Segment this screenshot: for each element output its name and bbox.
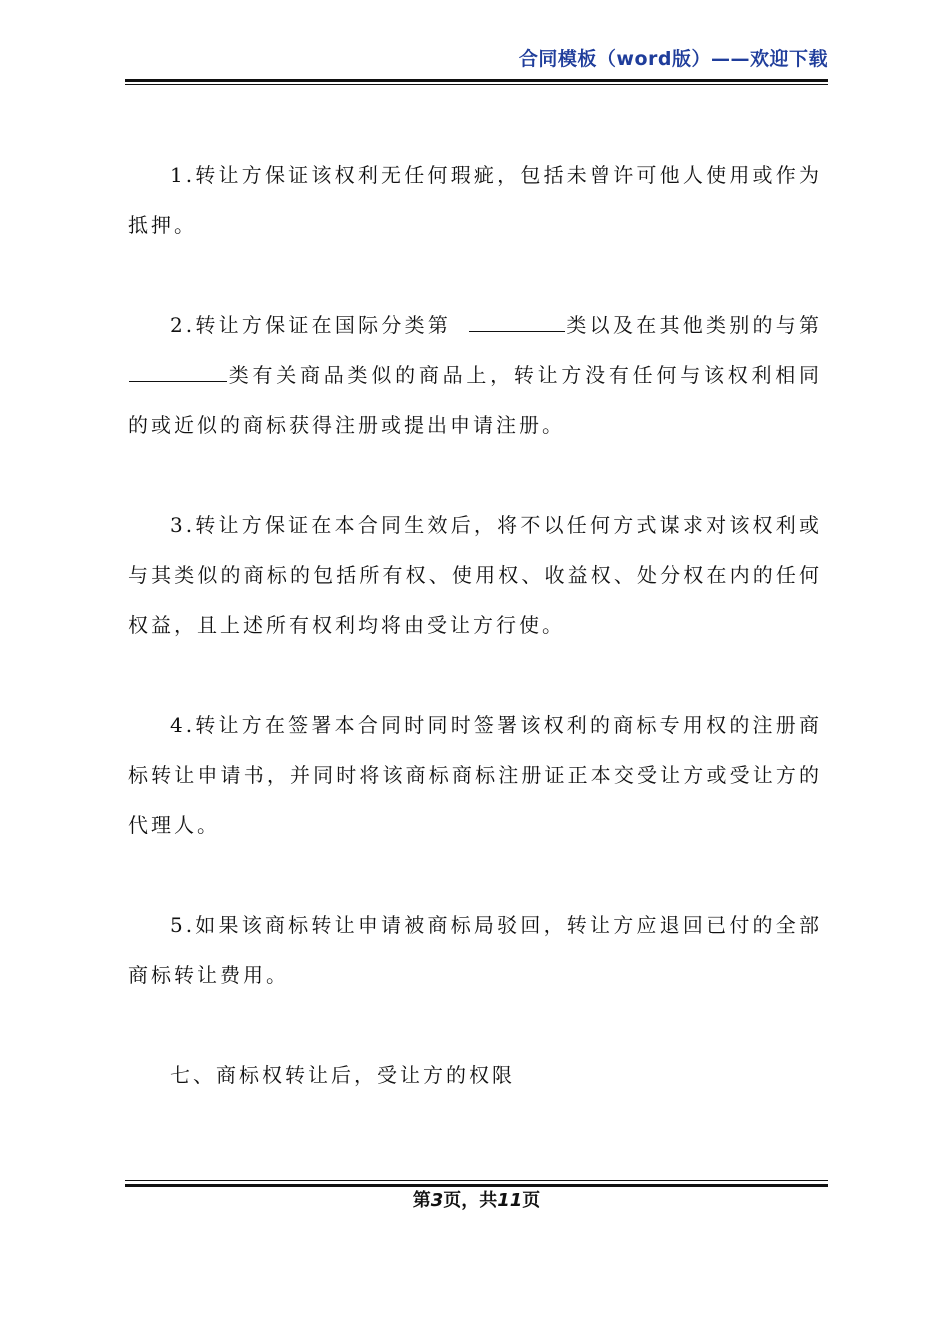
- paragraph-5: 5.如果该商标转让申请被商标局驳回，转让方应退回已付的全部商标转让费用。: [128, 913, 822, 987]
- footer-total-pages: 11: [497, 1190, 523, 1211]
- header-rule-thick: [125, 79, 828, 82]
- footer-middle: 页，共: [443, 1190, 498, 1211]
- header-title: 合同模板（word版）——欢迎下载: [518, 48, 828, 70]
- section-heading-7: 七、商标权转让后，受让方的权限: [170, 1063, 515, 1087]
- paragraph-1: 1.转让方保证该权利无任何瑕疵，包括未曾许可他人使用或作为抵押。: [128, 163, 822, 237]
- blank-field-class-number[interactable]: [469, 307, 565, 332]
- page-footer: [125, 1186, 828, 1212]
- paragraph-2-part3: 类有关商品类似的商品上，转让方没有任何与该权利相同的或近似的商标获得注册或提出申请注册。: [128, 363, 822, 437]
- footer-rule-thin: [125, 1180, 828, 1181]
- blank-field-related-class[interactable]: [129, 357, 227, 382]
- paragraph-2-part1: 2.转让方保证在国际分类第: [170, 313, 452, 337]
- paragraph-3: 3.转让方保证在本合同生效后，将不以任何方式谋求对该权利或与其类似的商标的包括所有权、使用权、收益权、处分权在内的任何权益，且上述所有权利均将由受让方行使。: [128, 513, 822, 637]
- paragraph-2-part2: 类以及在其他类别的与第: [566, 313, 822, 337]
- footer-suffix: 页: [522, 1190, 541, 1211]
- page-header: [125, 44, 828, 71]
- footer-page-number: 3: [430, 1190, 444, 1211]
- footer-prefix: 第: [412, 1190, 431, 1211]
- paragraph-4: 4.转让方在签署本合同时同时签署该权利的商标专用权的注册商标转让申请书，并同时将该商标商标注册证正本交受让方或受让方的代理人。: [128, 713, 822, 837]
- paragraph-2: [128, 300, 822, 450]
- document-body: [128, 150, 822, 1150]
- header-rule-thin: [125, 84, 828, 85]
